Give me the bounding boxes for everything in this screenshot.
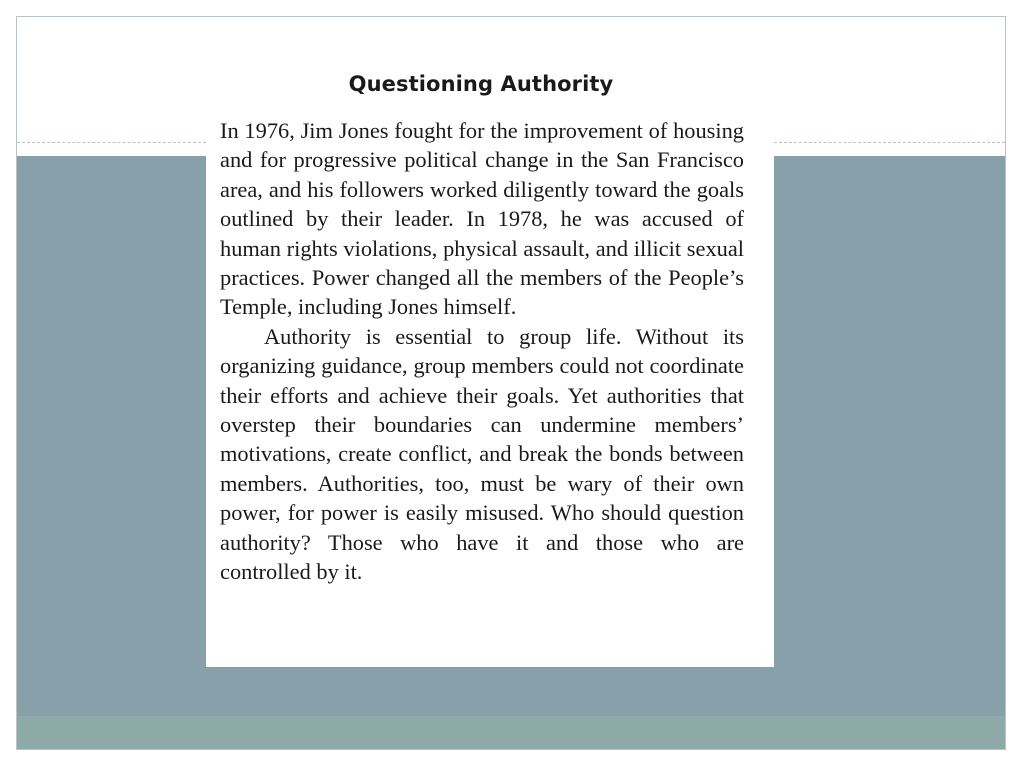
paragraph-2: Authority is essential to group life. Without its organizing guidance, group members could not coordinate their efforts and achieve their goals. Yet authorities that overstep their boundaries can undermine members’ motivations, create conflict, and break the bonds between members. Authorities, too, must be wary of their own power, for power is easily misused. Who should question authority? Those who have it and those who are controlled by it. [220, 323, 744, 585]
slide-footer-band [17, 716, 1005, 750]
divider-right [774, 142, 1005, 143]
text-card [206, 60, 774, 667]
card-body [220, 116, 744, 587]
paragraph-1: In 1976, Jim Jones fought for the improvement of housing and for progressive political change in the San Francisco area, and his followers worked diligently toward the goals outlined by their leader. In 1978, he was accused of human rights violations, physical assault, and illicit sexual practices. Power changed all the members of the People’s Temple, including Jones himself. [220, 118, 744, 320]
slide [16, 16, 1006, 750]
card-title: Questioning Authority [348, 72, 614, 96]
divider-left [17, 142, 206, 143]
